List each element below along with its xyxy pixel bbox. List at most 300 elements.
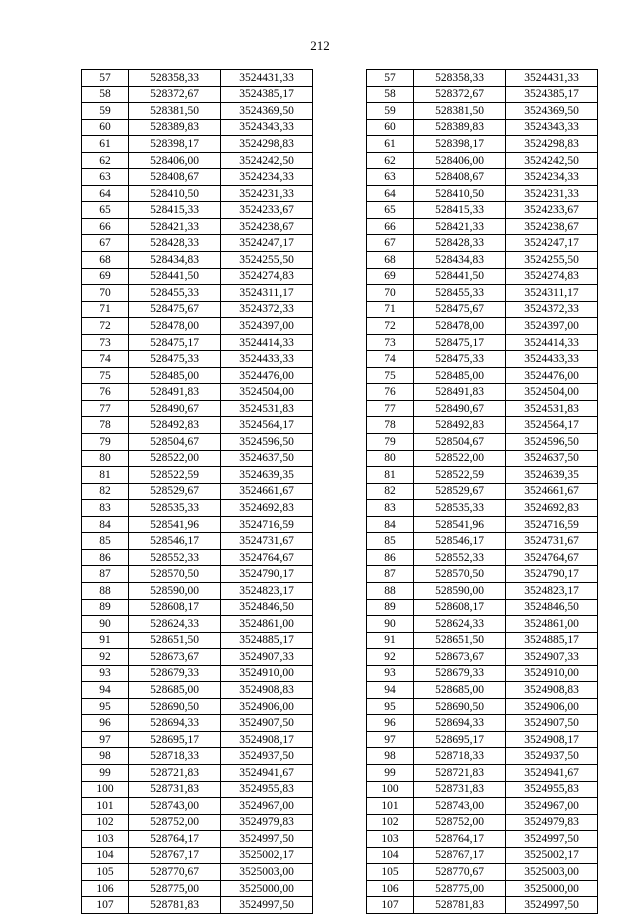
table-row xyxy=(82,86,598,103)
left-point-number-cell: 98 xyxy=(82,748,129,765)
right-y-coordinate-cell: 3524639,35 xyxy=(506,467,598,484)
left-y-coordinate-cell: 3524937,50 xyxy=(221,748,313,765)
right-x-coordinate-cell: 528398,17 xyxy=(414,136,506,153)
left-x-coordinate-cell: 528475,17 xyxy=(129,334,221,351)
left-x-coordinate-cell: 528485,00 xyxy=(129,367,221,384)
left-y-coordinate-cell: 3524433,33 xyxy=(221,351,313,368)
right-point-number-cell: 76 xyxy=(367,384,414,401)
left-point-number-cell: 77 xyxy=(82,400,129,417)
left-y-coordinate-cell: 3524596,50 xyxy=(221,434,313,451)
right-y-coordinate-cell: 3524476,00 xyxy=(506,367,598,384)
right-y-coordinate-cell: 3524311,17 xyxy=(506,285,598,302)
column-gap xyxy=(313,285,367,302)
column-gap xyxy=(313,748,367,765)
left-y-coordinate-cell: 3524234,33 xyxy=(221,169,313,186)
right-y-coordinate-cell: 3524231,33 xyxy=(506,185,598,202)
left-x-coordinate-cell: 528679,33 xyxy=(129,665,221,682)
left-point-number-cell: 66 xyxy=(82,218,129,235)
left-y-coordinate-cell: 3525000,00 xyxy=(221,880,313,897)
right-y-coordinate-cell: 3524414,33 xyxy=(506,334,598,351)
left-x-coordinate-cell: 528552,33 xyxy=(129,549,221,566)
column-gap xyxy=(313,185,367,202)
column-gap xyxy=(313,599,367,616)
table-row xyxy=(82,467,598,484)
right-x-coordinate-cell: 528731,83 xyxy=(414,781,506,798)
left-point-number-cell: 92 xyxy=(82,649,129,666)
left-point-number-cell: 107 xyxy=(82,897,129,914)
left-point-number-cell: 78 xyxy=(82,417,129,434)
table-row xyxy=(82,831,598,848)
left-y-coordinate-cell: 3524997,50 xyxy=(221,831,313,848)
column-gap xyxy=(313,467,367,484)
left-point-number-cell: 68 xyxy=(82,252,129,269)
right-x-coordinate-cell: 528434,83 xyxy=(414,252,506,269)
table-row xyxy=(82,70,598,87)
left-x-coordinate-cell: 528770,67 xyxy=(129,864,221,881)
right-x-coordinate-cell: 528673,67 xyxy=(414,649,506,666)
right-y-coordinate-cell: 3524431,33 xyxy=(506,70,598,87)
left-point-number-cell: 94 xyxy=(82,682,129,699)
right-point-number-cell: 102 xyxy=(367,814,414,831)
table-row xyxy=(82,334,598,351)
right-x-coordinate-cell: 528441,50 xyxy=(414,268,506,285)
right-x-coordinate-cell: 528415,33 xyxy=(414,202,506,219)
right-point-number-cell: 103 xyxy=(367,831,414,848)
left-point-number-cell: 73 xyxy=(82,334,129,351)
right-point-number-cell: 71 xyxy=(367,301,414,318)
left-point-number-cell: 86 xyxy=(82,549,129,566)
table-row xyxy=(82,318,598,335)
left-y-coordinate-cell: 3524231,33 xyxy=(221,185,313,202)
right-point-number-cell: 58 xyxy=(367,86,414,103)
right-x-coordinate-cell: 528752,00 xyxy=(414,814,506,831)
table-row xyxy=(82,516,598,533)
right-point-number-cell: 65 xyxy=(367,202,414,219)
right-y-coordinate-cell: 3524967,00 xyxy=(506,798,598,815)
left-point-number-cell: 91 xyxy=(82,632,129,649)
right-point-number-cell: 79 xyxy=(367,434,414,451)
right-x-coordinate-cell: 528743,00 xyxy=(414,798,506,815)
right-point-number-cell: 67 xyxy=(367,235,414,252)
right-point-number-cell: 96 xyxy=(367,715,414,732)
right-point-number-cell: 69 xyxy=(367,268,414,285)
left-y-coordinate-cell: 3524274,83 xyxy=(221,268,313,285)
right-x-coordinate-cell: 528590,00 xyxy=(414,582,506,599)
table-row xyxy=(82,417,598,434)
table-row xyxy=(82,814,598,831)
column-gap xyxy=(313,682,367,699)
left-x-coordinate-cell: 528775,00 xyxy=(129,880,221,897)
column-gap xyxy=(313,235,367,252)
left-x-coordinate-cell: 528570,50 xyxy=(129,566,221,583)
right-x-coordinate-cell: 528624,33 xyxy=(414,616,506,633)
left-x-coordinate-cell: 528490,67 xyxy=(129,400,221,417)
left-point-number-cell: 101 xyxy=(82,798,129,815)
right-y-coordinate-cell: 3524764,67 xyxy=(506,549,598,566)
left-x-coordinate-cell: 528475,67 xyxy=(129,301,221,318)
left-x-coordinate-cell: 528764,17 xyxy=(129,831,221,848)
left-point-number-cell: 90 xyxy=(82,616,129,633)
left-x-coordinate-cell: 528685,00 xyxy=(129,682,221,699)
left-point-number-cell: 104 xyxy=(82,847,129,864)
left-y-coordinate-cell: 3524908,17 xyxy=(221,731,313,748)
column-gap xyxy=(313,814,367,831)
left-point-number-cell: 59 xyxy=(82,103,129,120)
right-point-number-cell: 61 xyxy=(367,136,414,153)
left-point-number-cell: 64 xyxy=(82,185,129,202)
column-gap xyxy=(313,483,367,500)
left-y-coordinate-cell: 3524298,83 xyxy=(221,136,313,153)
left-point-number-cell: 57 xyxy=(82,70,129,87)
right-x-coordinate-cell: 528529,67 xyxy=(414,483,506,500)
left-y-coordinate-cell: 3524476,00 xyxy=(221,367,313,384)
left-x-coordinate-cell: 528752,00 xyxy=(129,814,221,831)
table-row xyxy=(82,185,598,202)
column-gap xyxy=(313,632,367,649)
right-x-coordinate-cell: 528721,83 xyxy=(414,764,506,781)
column-gap xyxy=(313,450,367,467)
table-row xyxy=(82,715,598,732)
column-gap xyxy=(313,731,367,748)
table-row xyxy=(82,202,598,219)
table-row xyxy=(82,268,598,285)
right-x-coordinate-cell: 528690,50 xyxy=(414,698,506,715)
right-y-coordinate-cell: 3524790,17 xyxy=(506,566,598,583)
left-point-number-cell: 83 xyxy=(82,500,129,517)
right-point-number-cell: 68 xyxy=(367,252,414,269)
left-y-coordinate-cell: 3524906,00 xyxy=(221,698,313,715)
right-point-number-cell: 78 xyxy=(367,417,414,434)
right-point-number-cell: 73 xyxy=(367,334,414,351)
left-x-coordinate-cell: 528690,50 xyxy=(129,698,221,715)
column-gap xyxy=(313,698,367,715)
right-point-number-cell: 77 xyxy=(367,400,414,417)
right-x-coordinate-cell: 528428,33 xyxy=(414,235,506,252)
right-point-number-cell: 100 xyxy=(367,781,414,798)
right-y-coordinate-cell: 3524369,50 xyxy=(506,103,598,120)
left-y-coordinate-cell: 3524343,33 xyxy=(221,119,313,136)
left-y-coordinate-cell: 3524369,50 xyxy=(221,103,313,120)
left-x-coordinate-cell: 528522,59 xyxy=(129,467,221,484)
column-gap xyxy=(313,764,367,781)
column-gap xyxy=(313,533,367,550)
left-point-number-cell: 96 xyxy=(82,715,129,732)
right-y-coordinate-cell: 3524242,50 xyxy=(506,152,598,169)
left-y-coordinate-cell: 3525003,00 xyxy=(221,864,313,881)
right-x-coordinate-cell: 528372,67 xyxy=(414,86,506,103)
right-y-coordinate-cell: 3524234,33 xyxy=(506,169,598,186)
right-x-coordinate-cell: 528764,17 xyxy=(414,831,506,848)
column-gap xyxy=(313,549,367,566)
table-row xyxy=(82,252,598,269)
table-row xyxy=(82,119,598,136)
right-point-number-cell: 62 xyxy=(367,152,414,169)
left-x-coordinate-cell: 528522,00 xyxy=(129,450,221,467)
column-gap xyxy=(313,252,367,269)
right-x-coordinate-cell: 528358,33 xyxy=(414,70,506,87)
left-point-number-cell: 105 xyxy=(82,864,129,881)
left-point-number-cell: 62 xyxy=(82,152,129,169)
left-x-coordinate-cell: 528743,00 xyxy=(129,798,221,815)
right-point-number-cell: 95 xyxy=(367,698,414,715)
right-y-coordinate-cell: 3524937,50 xyxy=(506,748,598,765)
right-x-coordinate-cell: 528490,67 xyxy=(414,400,506,417)
left-y-coordinate-cell: 3524955,83 xyxy=(221,781,313,798)
left-y-coordinate-cell: 3524397,00 xyxy=(221,318,313,335)
right-y-coordinate-cell: 3524941,67 xyxy=(506,764,598,781)
left-point-number-cell: 63 xyxy=(82,169,129,186)
column-gap xyxy=(313,616,367,633)
right-x-coordinate-cell: 528485,00 xyxy=(414,367,506,384)
right-x-coordinate-cell: 528475,33 xyxy=(414,351,506,368)
table-row xyxy=(82,897,598,914)
left-y-coordinate-cell: 3524823,17 xyxy=(221,582,313,599)
left-point-number-cell: 103 xyxy=(82,831,129,848)
coordinate-table xyxy=(81,69,598,914)
right-y-coordinate-cell: 3524233,67 xyxy=(506,202,598,219)
table-row xyxy=(82,599,598,616)
table-row xyxy=(82,731,598,748)
right-y-coordinate-cell: 3524907,33 xyxy=(506,649,598,666)
left-x-coordinate-cell: 528673,67 xyxy=(129,649,221,666)
left-x-coordinate-cell: 528590,00 xyxy=(129,582,221,599)
table-row xyxy=(82,450,598,467)
right-point-number-cell: 83 xyxy=(367,500,414,517)
left-y-coordinate-cell: 3524385,17 xyxy=(221,86,313,103)
left-point-number-cell: 89 xyxy=(82,599,129,616)
right-x-coordinate-cell: 528718,33 xyxy=(414,748,506,765)
column-gap xyxy=(313,665,367,682)
left-y-coordinate-cell: 3524255,50 xyxy=(221,252,313,269)
right-x-coordinate-cell: 528421,33 xyxy=(414,218,506,235)
left-x-coordinate-cell: 528504,67 xyxy=(129,434,221,451)
table-row xyxy=(82,616,598,633)
right-point-number-cell: 106 xyxy=(367,880,414,897)
left-point-number-cell: 88 xyxy=(82,582,129,599)
right-point-number-cell: 81 xyxy=(367,467,414,484)
left-point-number-cell: 75 xyxy=(82,367,129,384)
left-y-coordinate-cell: 3524639,35 xyxy=(221,467,313,484)
left-x-coordinate-cell: 528415,33 xyxy=(129,202,221,219)
left-point-number-cell: 70 xyxy=(82,285,129,302)
left-y-coordinate-cell: 3524979,83 xyxy=(221,814,313,831)
left-y-coordinate-cell: 3524907,33 xyxy=(221,649,313,666)
right-y-coordinate-cell: 3524397,00 xyxy=(506,318,598,335)
left-point-number-cell: 58 xyxy=(82,86,129,103)
right-point-number-cell: 99 xyxy=(367,764,414,781)
right-y-coordinate-cell: 3524692,83 xyxy=(506,500,598,517)
table-row xyxy=(82,483,598,500)
right-y-coordinate-cell: 3524846,50 xyxy=(506,599,598,616)
left-y-coordinate-cell: 3524967,00 xyxy=(221,798,313,815)
right-x-coordinate-cell: 528770,67 xyxy=(414,864,506,881)
right-y-coordinate-cell: 3524885,17 xyxy=(506,632,598,649)
table-row xyxy=(82,665,598,682)
column-gap xyxy=(313,103,367,120)
right-y-coordinate-cell: 3524823,17 xyxy=(506,582,598,599)
column-gap xyxy=(313,781,367,798)
right-y-coordinate-cell: 3524906,00 xyxy=(506,698,598,715)
left-point-number-cell: 99 xyxy=(82,764,129,781)
column-gap xyxy=(313,566,367,583)
right-x-coordinate-cell: 528504,67 xyxy=(414,434,506,451)
left-point-number-cell: 60 xyxy=(82,119,129,136)
left-x-coordinate-cell: 528455,33 xyxy=(129,285,221,302)
left-point-number-cell: 81 xyxy=(82,467,129,484)
right-point-number-cell: 72 xyxy=(367,318,414,335)
left-y-coordinate-cell: 3524764,67 xyxy=(221,549,313,566)
right-point-number-cell: 87 xyxy=(367,566,414,583)
column-gap xyxy=(313,649,367,666)
left-point-number-cell: 61 xyxy=(82,136,129,153)
left-point-number-cell: 87 xyxy=(82,566,129,583)
column-gap xyxy=(313,434,367,451)
column-gap xyxy=(313,715,367,732)
table-row xyxy=(82,301,598,318)
table-row xyxy=(82,152,598,169)
left-x-coordinate-cell: 528372,67 xyxy=(129,86,221,103)
left-x-coordinate-cell: 528406,00 xyxy=(129,152,221,169)
left-x-coordinate-cell: 528410,50 xyxy=(129,185,221,202)
left-y-coordinate-cell: 3524885,17 xyxy=(221,632,313,649)
table-row xyxy=(82,748,598,765)
left-point-number-cell: 80 xyxy=(82,450,129,467)
right-x-coordinate-cell: 528695,17 xyxy=(414,731,506,748)
right-x-coordinate-cell: 528381,50 xyxy=(414,103,506,120)
right-y-coordinate-cell: 3524564,17 xyxy=(506,417,598,434)
column-gap xyxy=(313,70,367,87)
left-x-coordinate-cell: 528624,33 xyxy=(129,616,221,633)
table-row xyxy=(82,549,598,566)
column-gap xyxy=(313,218,367,235)
table-row xyxy=(82,582,598,599)
left-y-coordinate-cell: 3524997,50 xyxy=(221,897,313,914)
left-x-coordinate-cell: 528421,33 xyxy=(129,218,221,235)
table-row xyxy=(82,798,598,815)
right-point-number-cell: 94 xyxy=(367,682,414,699)
table-row xyxy=(82,136,598,153)
left-y-coordinate-cell: 3524790,17 xyxy=(221,566,313,583)
right-point-number-cell: 70 xyxy=(367,285,414,302)
right-x-coordinate-cell: 528775,00 xyxy=(414,880,506,897)
left-x-coordinate-cell: 528731,83 xyxy=(129,781,221,798)
right-point-number-cell: 93 xyxy=(367,665,414,682)
right-x-coordinate-cell: 528535,33 xyxy=(414,500,506,517)
right-point-number-cell: 98 xyxy=(367,748,414,765)
table-row xyxy=(82,169,598,186)
column-gap xyxy=(313,136,367,153)
left-point-number-cell: 100 xyxy=(82,781,129,798)
left-y-coordinate-cell: 3524661,67 xyxy=(221,483,313,500)
left-point-number-cell: 85 xyxy=(82,533,129,550)
table-row xyxy=(82,533,598,550)
right-y-coordinate-cell: 3524372,33 xyxy=(506,301,598,318)
right-x-coordinate-cell: 528694,33 xyxy=(414,715,506,732)
table-row xyxy=(82,384,598,401)
table-row xyxy=(82,764,598,781)
right-point-number-cell: 89 xyxy=(367,599,414,616)
table-row xyxy=(82,103,598,120)
column-gap xyxy=(313,582,367,599)
right-x-coordinate-cell: 528608,17 xyxy=(414,599,506,616)
right-y-coordinate-cell: 3524504,00 xyxy=(506,384,598,401)
right-y-coordinate-cell: 3524716,59 xyxy=(506,516,598,533)
right-y-coordinate-cell: 3524637,50 xyxy=(506,450,598,467)
right-y-coordinate-cell: 3524731,67 xyxy=(506,533,598,550)
right-x-coordinate-cell: 528491,83 xyxy=(414,384,506,401)
right-point-number-cell: 64 xyxy=(367,185,414,202)
table-row xyxy=(82,864,598,881)
right-y-coordinate-cell: 3524596,50 xyxy=(506,434,598,451)
right-point-number-cell: 57 xyxy=(367,70,414,87)
right-y-coordinate-cell: 3524907,50 xyxy=(506,715,598,732)
right-y-coordinate-cell: 3524997,50 xyxy=(506,897,598,914)
column-gap xyxy=(313,831,367,848)
column-gap xyxy=(313,268,367,285)
column-gap xyxy=(313,119,367,136)
right-x-coordinate-cell: 528651,50 xyxy=(414,632,506,649)
left-x-coordinate-cell: 528478,00 xyxy=(129,318,221,335)
left-y-coordinate-cell: 3524907,50 xyxy=(221,715,313,732)
right-y-coordinate-cell: 3524908,17 xyxy=(506,731,598,748)
right-point-number-cell: 97 xyxy=(367,731,414,748)
table-row xyxy=(82,400,598,417)
right-x-coordinate-cell: 528546,17 xyxy=(414,533,506,550)
right-y-coordinate-cell: 3524298,83 xyxy=(506,136,598,153)
left-x-coordinate-cell: 528408,67 xyxy=(129,169,221,186)
column-gap xyxy=(313,351,367,368)
right-x-coordinate-cell: 528767,17 xyxy=(414,847,506,864)
table-row xyxy=(82,698,598,715)
column-gap xyxy=(313,798,367,815)
right-point-number-cell: 82 xyxy=(367,483,414,500)
right-x-coordinate-cell: 528475,17 xyxy=(414,334,506,351)
left-y-coordinate-cell: 3524531,83 xyxy=(221,400,313,417)
left-point-number-cell: 93 xyxy=(82,665,129,682)
column-gap xyxy=(313,516,367,533)
left-y-coordinate-cell: 3524414,33 xyxy=(221,334,313,351)
column-gap xyxy=(313,400,367,417)
left-x-coordinate-cell: 528694,33 xyxy=(129,715,221,732)
table-row xyxy=(82,632,598,649)
right-point-number-cell: 104 xyxy=(367,847,414,864)
right-y-coordinate-cell: 3524861,00 xyxy=(506,616,598,633)
left-x-coordinate-cell: 528695,17 xyxy=(129,731,221,748)
table-row xyxy=(82,649,598,666)
left-y-coordinate-cell: 3525002,17 xyxy=(221,847,313,864)
right-x-coordinate-cell: 528389,83 xyxy=(414,119,506,136)
right-x-coordinate-cell: 528570,50 xyxy=(414,566,506,583)
right-point-number-cell: 63 xyxy=(367,169,414,186)
left-point-number-cell: 69 xyxy=(82,268,129,285)
left-x-coordinate-cell: 528389,83 xyxy=(129,119,221,136)
right-y-coordinate-cell: 3524531,83 xyxy=(506,400,598,417)
left-y-coordinate-cell: 3524233,67 xyxy=(221,202,313,219)
table-row xyxy=(82,781,598,798)
left-x-coordinate-cell: 528608,17 xyxy=(129,599,221,616)
right-y-coordinate-cell: 3524997,50 xyxy=(506,831,598,848)
column-gap xyxy=(313,384,367,401)
right-x-coordinate-cell: 528475,67 xyxy=(414,301,506,318)
left-point-number-cell: 76 xyxy=(82,384,129,401)
left-point-number-cell: 71 xyxy=(82,301,129,318)
right-point-number-cell: 105 xyxy=(367,864,414,881)
table-row xyxy=(82,880,598,897)
table-row xyxy=(82,847,598,864)
right-x-coordinate-cell: 528522,00 xyxy=(414,450,506,467)
right-point-number-cell: 75 xyxy=(367,367,414,384)
right-x-coordinate-cell: 528492,83 xyxy=(414,417,506,434)
